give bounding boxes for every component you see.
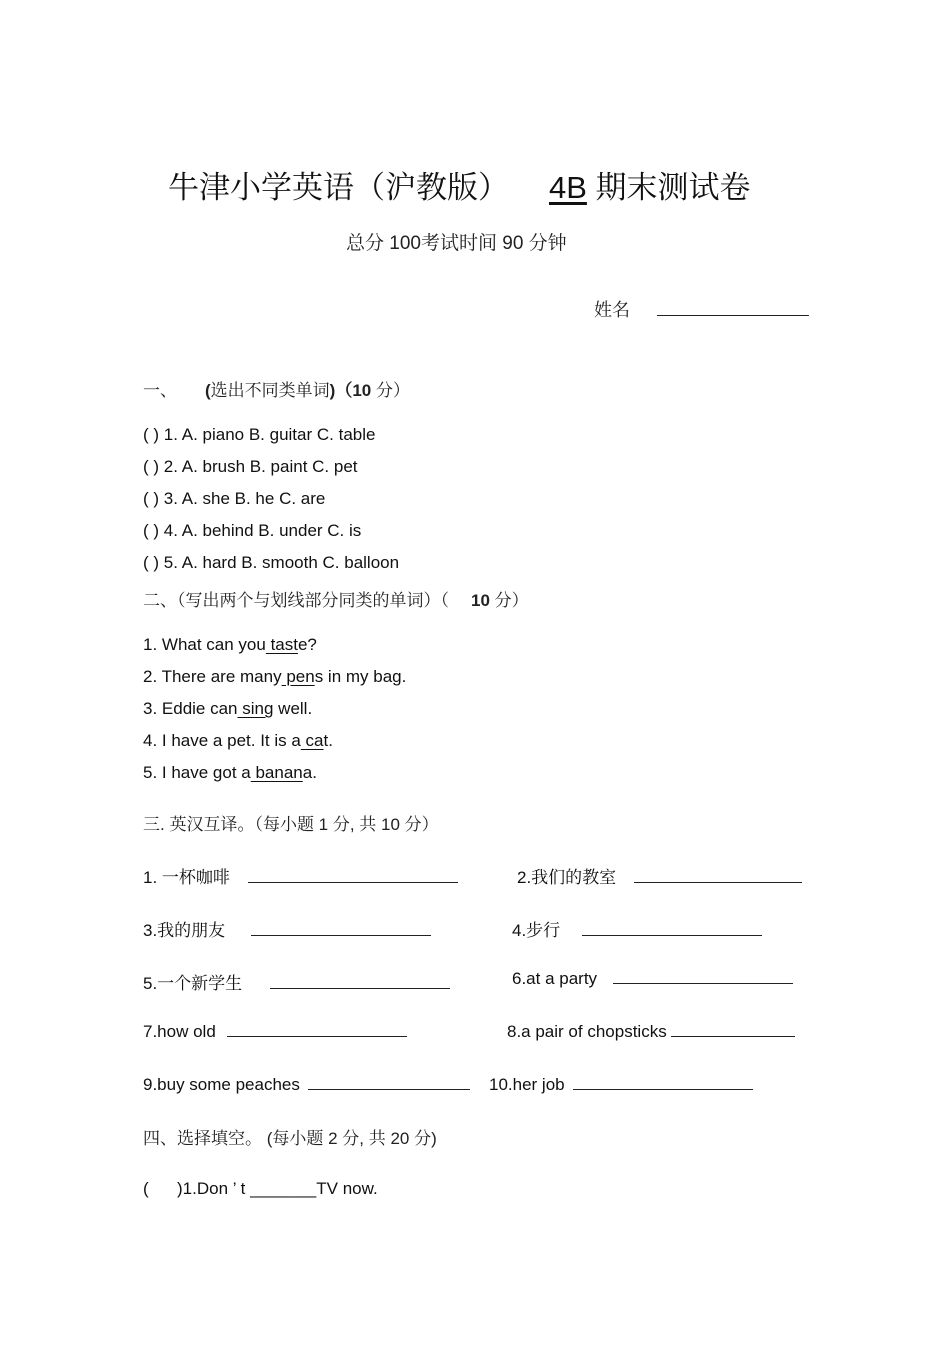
item-text: e? (297, 635, 317, 654)
section3-item-7 (143, 1022, 407, 1042)
section2-score: 10 (471, 591, 490, 610)
section1-item-4: ( ) 4. A. behind B. under C. is (143, 521, 362, 540)
section3-item-1 (143, 863, 458, 888)
item-text: 2. There are many (143, 667, 282, 686)
section2-item-4 (143, 731, 333, 751)
underlined-word: pen (281, 667, 315, 686)
section1-score: 10 (352, 381, 372, 400)
section1-open: ( (205, 381, 211, 400)
answer-blank[interactable] (634, 881, 802, 883)
underlined-word: ca (300, 731, 324, 750)
answer-blank[interactable] (573, 1088, 753, 1090)
section1-item-3: ( ) 3. A. she B. he C. are (143, 489, 326, 508)
section3-heading: 三. 英汉互译。（每小题 1 分, 共 10 分） (143, 815, 439, 834)
section1-num: 一、 (143, 381, 177, 400)
item-text: s in my bag. (314, 667, 407, 686)
underlined-word: banan (250, 763, 303, 782)
section2-unit: 分） (489, 591, 529, 610)
answer-blank[interactable] (227, 1035, 407, 1037)
answer-blank[interactable] (270, 987, 450, 989)
item-text: a. (302, 763, 317, 782)
section3-item-2 (517, 863, 802, 888)
item-text: 4. I have a pet. It is a (143, 731, 301, 750)
section1-title: 选出不同类单词 (210, 381, 330, 400)
section4-heading: 四、选择填空。 (每小题 2 分, 共 20 分) (143, 1129, 437, 1148)
section1-item-5: ( ) 5. A. hard B. smooth C. balloon (143, 553, 400, 572)
section3-item-4 (512, 916, 762, 941)
item-text: 1. What can you (143, 635, 266, 654)
title-prefix: 牛津小学英语（沪教版） (168, 170, 509, 205)
section3-item-10 (489, 1075, 753, 1095)
section1-item-2: ( ) 2. A. brush B. paint C. pet (143, 457, 358, 476)
section2-heading (143, 586, 529, 611)
item-text: 9.buy some peaches (143, 1075, 300, 1094)
answer-blank[interactable] (613, 982, 793, 984)
title-grade: 4B (549, 170, 587, 205)
answer-blank[interactable] (582, 934, 762, 936)
section3-item-9 (143, 1075, 470, 1095)
section2-item-1 (143, 635, 317, 655)
item-text: 6.at a party (512, 969, 598, 988)
page-title (168, 162, 751, 207)
item-text: 3.我的朋友 (143, 921, 226, 940)
section2-item-2 (143, 667, 406, 687)
item-text: t. (323, 731, 333, 750)
section3-item-5 (143, 969, 450, 994)
section3-item-8 (507, 1022, 795, 1042)
item-text: well. (273, 699, 313, 718)
answer-blank[interactable] (248, 881, 458, 883)
section2-item-3 (143, 699, 312, 719)
section2-item-5 (143, 763, 317, 783)
section3-item-3 (143, 916, 431, 941)
answer-blank[interactable] (671, 1035, 795, 1037)
underlined-word: sing (237, 699, 274, 718)
name-field (594, 296, 809, 322)
name-blank[interactable] (657, 314, 809, 316)
name-label: 姓名 (594, 300, 630, 320)
section3-item-6 (512, 969, 793, 989)
answer-blank[interactable] (251, 934, 431, 936)
section1-heading (143, 376, 410, 401)
item-text: 2.我们的教室 (517, 868, 617, 887)
item-text: 1. 一杯咖啡 (143, 868, 230, 887)
item-text: 7.how old (143, 1022, 216, 1041)
item-text: 3. Eddie can (143, 699, 238, 718)
underlined-word: tast (265, 635, 298, 654)
title-suffix: 期末测试卷 (586, 170, 751, 205)
section2-title: 二、（写出两个与划线部分同类的单词）（ (143, 591, 449, 610)
item-text: 5.一个新学生 (143, 974, 243, 993)
item-text: 10.her job (489, 1075, 565, 1094)
section1-unit: 分） (371, 381, 410, 400)
answer-blank[interactable] (308, 1088, 470, 1090)
item-text: 8.a pair of chopsticks (507, 1022, 667, 1041)
section4-item-1: ( )1.Don ’ t _______TV now. (143, 1179, 378, 1198)
item-text: 4.步行 (512, 921, 561, 940)
section1-close: )（ (329, 381, 353, 400)
section1-item-1: ( ) 1. A. piano B. guitar C. table (143, 425, 376, 444)
item-text: 5. I have got a (143, 763, 251, 782)
page-subtitle: 总分 100考试时间 90 分钟 (346, 233, 567, 254)
